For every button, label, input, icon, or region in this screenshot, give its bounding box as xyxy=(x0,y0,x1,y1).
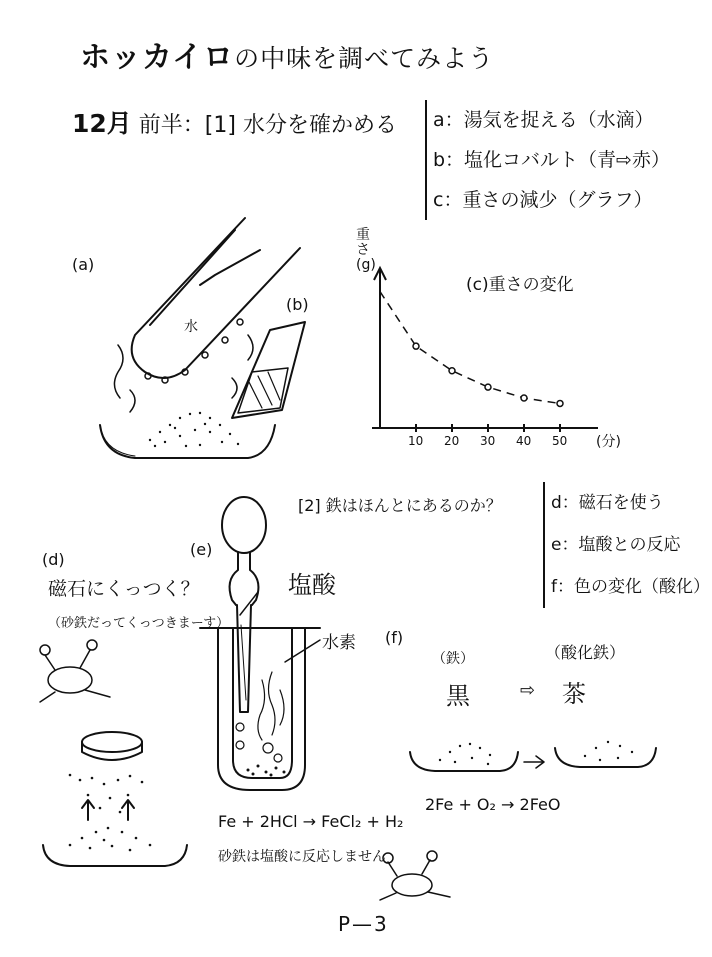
test-tube-drawing xyxy=(132,218,300,378)
section1-month: 12月 xyxy=(72,109,132,138)
list-item: b：塩化コバルト（青⇨赤） xyxy=(433,149,670,171)
equation-f: 2Fe + O₂ → 2FeO xyxy=(425,795,561,814)
page-title xyxy=(80,32,494,76)
section1-heading xyxy=(72,104,397,140)
iron-particles-d xyxy=(69,774,152,852)
data-point xyxy=(485,384,491,390)
fig-d-note: （砂鉄だってくっつきまーす） xyxy=(48,616,230,631)
iron-powder-bottom xyxy=(247,765,286,777)
list-item: f：色の変化（酸化） xyxy=(551,577,710,597)
x-tick-label: 10 xyxy=(408,434,424,448)
graph-x-unit: (分) xyxy=(596,434,621,450)
up-arrows-d xyxy=(82,800,134,820)
equation-e: Fe + 2HCl → FeCl₂ + H₂ xyxy=(218,812,404,831)
section2-list xyxy=(543,482,710,608)
fig-b-label: (b) xyxy=(286,295,309,314)
hydrogen-bubbles xyxy=(236,672,284,762)
iron-color: 黒 xyxy=(446,682,470,710)
section1-list xyxy=(425,100,670,220)
list-item: d：磁石を使う xyxy=(551,493,664,513)
hydrogen-label: 水素 xyxy=(322,633,356,653)
crab-doodle-d xyxy=(40,640,110,702)
magnet-dish xyxy=(43,845,187,866)
acid-label: 塩酸 xyxy=(288,571,336,599)
data-point xyxy=(557,400,563,406)
crab-doodle-e xyxy=(380,851,450,900)
graph-y-label: 重さ(g) xyxy=(356,227,376,273)
dish-iron xyxy=(410,752,518,771)
fig-f-label: (f) xyxy=(385,628,404,647)
page-number: P—3 xyxy=(338,912,389,936)
title-sub: の中味を調べてみよう xyxy=(234,44,495,73)
fig-d-caption: 磁石にくっつく？ xyxy=(48,578,200,600)
x-tick-label: 50 xyxy=(552,434,568,448)
dropper-pipette xyxy=(222,497,266,712)
x-tick-label: 20 xyxy=(444,434,460,448)
fig-a-label: (a) xyxy=(72,255,95,274)
data-point xyxy=(521,395,527,401)
oxide-color: 茶 xyxy=(562,680,586,708)
acid-pointer-arrow xyxy=(240,592,258,615)
dish-arrow xyxy=(524,756,544,768)
evaporating-dish-a xyxy=(100,425,275,458)
series-line xyxy=(380,292,560,404)
dish-iron-oxide xyxy=(555,748,656,767)
x-tick-label: 30 xyxy=(480,434,496,448)
iron-label: （鉄） xyxy=(432,651,474,667)
steam-lines xyxy=(114,335,253,412)
water-label: 水 xyxy=(184,319,198,335)
list-item: a：湯気を捉える（水滴） xyxy=(433,109,654,131)
cobalt-chloride-paper xyxy=(232,322,305,418)
section1-title: 前半：[1] 水分を確かめる xyxy=(138,113,397,138)
list-item: e：塩酸との反応 xyxy=(551,535,681,555)
data-point xyxy=(413,343,419,349)
x-tick-label: 40 xyxy=(516,434,532,448)
color-arrow: ⇨ xyxy=(520,680,536,701)
fig-e-label: (e) xyxy=(190,540,213,559)
data-point xyxy=(449,368,455,374)
graph-title: (c)重さの変化 xyxy=(466,275,574,295)
list-item: c：重さの減少（グラフ） xyxy=(433,189,653,211)
section2-heading: [2] 鉄はほんとにあるのか？ xyxy=(298,496,502,515)
fig-d-label: (d) xyxy=(42,550,65,569)
acid-test-tube xyxy=(200,628,320,790)
title-main: ホッカイロ xyxy=(80,40,235,75)
magnet-disk xyxy=(82,732,142,760)
note-e: 砂鉄は塩酸に反応しません xyxy=(218,849,386,865)
hydrogen-pointer-arrow xyxy=(285,640,320,662)
iron-oxide-label: （酸化鉄） xyxy=(545,643,626,662)
sand-pile-a xyxy=(149,412,239,447)
